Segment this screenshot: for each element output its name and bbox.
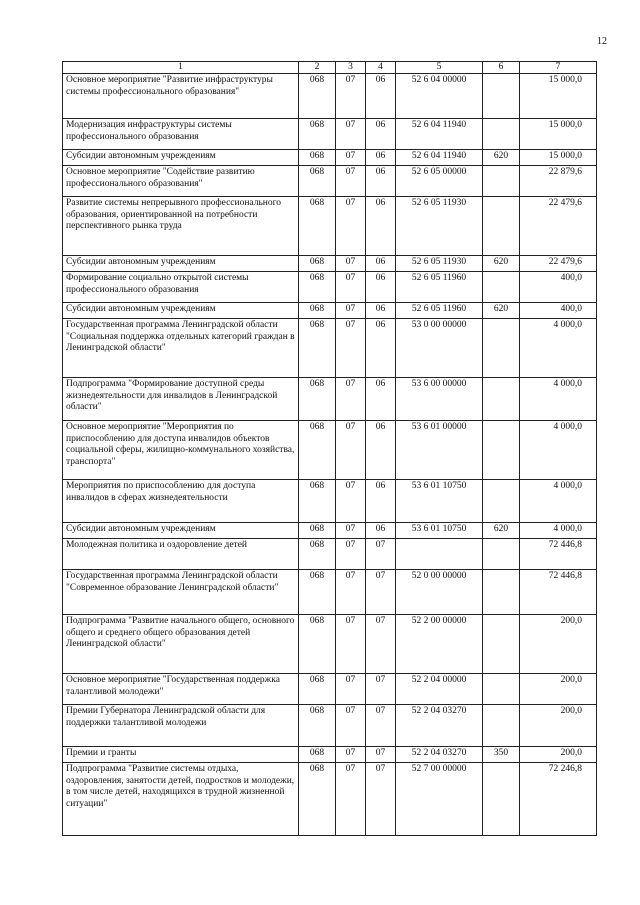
- table-row: [63, 74, 597, 119]
- row-name: Формирование социально открытой системы профессионального образования: [63, 272, 299, 303]
- row-code-type: [483, 421, 520, 480]
- row-code-section: 07: [336, 480, 366, 523]
- row-code-target: 53 6 01 10750: [396, 480, 483, 523]
- page-number: 12: [597, 36, 607, 47]
- row-code-type: [483, 480, 520, 523]
- row-code-type: [483, 319, 520, 378]
- row-name: Основное мероприятие "Государственная поддержка талантливой молодежи": [63, 674, 299, 705]
- row-code-target: 52 6 05 11960: [396, 272, 483, 303]
- row-code-subsection: 06: [366, 119, 396, 150]
- row-code-target: 52 6 04 11940: [396, 119, 483, 150]
- row-name: Основное мероприятие "Развитие инфраструктуры системы профессионального образования": [63, 74, 299, 119]
- row-code-section: 07: [336, 119, 366, 150]
- row-code-subsection: 06: [366, 272, 396, 303]
- table-row: [63, 674, 597, 705]
- row-code-type: [483, 74, 520, 119]
- column-header: 7: [520, 62, 597, 74]
- row-code-section: 07: [336, 319, 366, 378]
- row-name: Молодежная политика и оздоровление детей: [63, 539, 299, 570]
- column-header: 4: [366, 62, 396, 74]
- row-code-subsection: 06: [366, 378, 396, 421]
- row-code-ministry: 068: [299, 421, 336, 480]
- table-row: [63, 150, 597, 166]
- row-code-type: [483, 674, 520, 705]
- row-code-type: [483, 570, 520, 615]
- row-amount: 72 446,8: [520, 570, 597, 615]
- row-code-ministry: 068: [299, 319, 336, 378]
- row-amount: 200,0: [520, 674, 597, 705]
- row-amount: 15 000,0: [520, 119, 597, 150]
- table-row: [63, 523, 597, 539]
- row-code-type: 620: [483, 150, 520, 166]
- row-code-section: 07: [336, 615, 366, 674]
- row-code-ministry: 068: [299, 303, 336, 319]
- row-code-target: 53 6 01 10750: [396, 523, 483, 539]
- row-name: Подпрограмма "Развитие начального общего, основного общего и среднего общего образования детей Ленинградской области": [63, 615, 299, 674]
- row-code-subsection: 06: [366, 319, 396, 378]
- row-code-section: 07: [336, 166, 366, 197]
- row-code-target: [396, 539, 483, 570]
- row-name: Основное мероприятие "Содействие развитию профессионального образования": [63, 166, 299, 197]
- table-row: [63, 747, 597, 763]
- table-row: [63, 705, 597, 747]
- row-code-subsection: 07: [366, 615, 396, 674]
- row-name: Субсидии автономным учреждениям: [63, 256, 299, 272]
- row-name: Развитие системы непрерывного профессионального образования, ориентированной на потребности перспективного рынка труда: [63, 197, 299, 256]
- row-name: Основное мероприятие "Мероприятия по приспособлению для доступа инвалидов объектов социальной сферы, жилищно-коммунального хозяйства, транспорта": [63, 421, 299, 480]
- row-code-ministry: 068: [299, 119, 336, 150]
- row-code-target: 52 6 04 11940: [396, 150, 483, 166]
- table-row: [63, 615, 597, 674]
- row-name: Премии Губернатора Ленинградской области для поддержки талантливой молодежи: [63, 705, 299, 747]
- row-code-ministry: 068: [299, 674, 336, 705]
- row-code-type: 350: [483, 747, 520, 763]
- row-code-section: 07: [336, 272, 366, 303]
- row-code-target: 53 6 00 00000: [396, 378, 483, 421]
- row-amount: 400,0: [520, 272, 597, 303]
- row-name: Подпрограмма "Формирование доступной среды жизнедеятельности для инвалидов в Ленинградской области": [63, 378, 299, 421]
- row-code-ministry: 068: [299, 166, 336, 197]
- row-code-subsection: 06: [366, 303, 396, 319]
- row-code-type: [483, 539, 520, 570]
- row-amount: 4 000,0: [520, 421, 597, 480]
- row-code-ministry: 068: [299, 523, 336, 539]
- row-amount: 22 479,6: [520, 256, 597, 272]
- row-code-section: 07: [336, 150, 366, 166]
- row-code-section: 07: [336, 378, 366, 421]
- row-name: Государственная программа Ленинградской области "Социальная поддержка отдельных категорий граждан в Ленинградской области": [63, 319, 299, 378]
- row-amount: 4 000,0: [520, 523, 597, 539]
- row-name: Субсидии автономным учреждениям: [63, 523, 299, 539]
- row-code-target: 52 6 05 11960: [396, 303, 483, 319]
- row-code-ministry: 068: [299, 615, 336, 674]
- row-code-section: 07: [336, 763, 366, 836]
- row-code-subsection: 07: [366, 570, 396, 615]
- row-code-subsection: 06: [366, 150, 396, 166]
- column-header: 1: [63, 62, 299, 74]
- row-amount: 4 000,0: [520, 319, 597, 378]
- table-row: [63, 197, 597, 256]
- table-row: [63, 319, 597, 378]
- row-code-subsection: 06: [366, 256, 396, 272]
- table-row: [63, 119, 597, 150]
- row-code-type: [483, 763, 520, 836]
- table-row: [63, 480, 597, 523]
- table-row: [63, 272, 597, 303]
- table-row: [63, 763, 597, 836]
- row-code-subsection: 07: [366, 705, 396, 747]
- row-amount: 200,0: [520, 705, 597, 747]
- budget-table: [62, 61, 597, 836]
- row-code-subsection: 07: [366, 747, 396, 763]
- row-code-ministry: 068: [299, 272, 336, 303]
- table-row: [63, 539, 597, 570]
- row-code-ministry: 068: [299, 378, 336, 421]
- row-code-target: 52 2 04 03270: [396, 705, 483, 747]
- row-code-target: 52 6 05 00000: [396, 166, 483, 197]
- column-header: 5: [396, 62, 483, 74]
- row-name: Модернизация инфраструктуры системы профессионального образования: [63, 119, 299, 150]
- row-code-type: 620: [483, 303, 520, 319]
- table-row: [63, 570, 597, 615]
- row-code-type: 620: [483, 523, 520, 539]
- row-amount: 22 879,6: [520, 166, 597, 197]
- row-code-target: 52 7 00 00000: [396, 763, 483, 836]
- row-amount: 200,0: [520, 615, 597, 674]
- row-code-subsection: 06: [366, 74, 396, 119]
- row-code-section: 07: [336, 256, 366, 272]
- row-code-target: 53 6 01 00000: [396, 421, 483, 480]
- row-code-type: [483, 119, 520, 150]
- row-code-subsection: 06: [366, 523, 396, 539]
- row-code-type: [483, 378, 520, 421]
- row-code-section: 07: [336, 421, 366, 480]
- row-amount: 400,0: [520, 303, 597, 319]
- row-code-type: [483, 615, 520, 674]
- row-code-section: 07: [336, 197, 366, 256]
- row-amount: 4 000,0: [520, 378, 597, 421]
- row-code-ministry: 068: [299, 197, 336, 256]
- row-code-target: 52 2 04 03270: [396, 747, 483, 763]
- row-code-type: [483, 166, 520, 197]
- row-code-target: 52 6 04 00000: [396, 74, 483, 119]
- row-code-subsection: 07: [366, 539, 396, 570]
- row-code-ministry: 068: [299, 763, 336, 836]
- row-name: Субсидии автономным учреждениям: [63, 303, 299, 319]
- table-row: [63, 256, 597, 272]
- row-code-section: 07: [336, 523, 366, 539]
- column-header: 2: [299, 62, 336, 74]
- row-code-section: 07: [336, 747, 366, 763]
- row-amount: 72 446,8: [520, 539, 597, 570]
- row-code-ministry: 068: [299, 705, 336, 747]
- row-code-subsection: 07: [366, 763, 396, 836]
- row-code-subsection: 06: [366, 480, 396, 523]
- row-code-ministry: 068: [299, 74, 336, 119]
- row-code-ministry: 068: [299, 150, 336, 166]
- row-code-subsection: 06: [366, 197, 396, 256]
- row-code-target: 52 2 04 00000: [396, 674, 483, 705]
- row-code-subsection: 06: [366, 166, 396, 197]
- row-code-type: [483, 197, 520, 256]
- row-name: Мероприятия по приспособлению для доступа инвалидов в сферах жизнедеятельности: [63, 480, 299, 523]
- row-code-type: [483, 272, 520, 303]
- column-header: 6: [483, 62, 520, 74]
- row-code-target: 52 2 00 00000: [396, 615, 483, 674]
- row-code-ministry: 068: [299, 747, 336, 763]
- row-code-target: 52 6 05 11930: [396, 197, 483, 256]
- row-code-ministry: 068: [299, 539, 336, 570]
- table-row: [63, 378, 597, 421]
- row-amount: 22 479,6: [520, 197, 597, 256]
- row-name: Премии и гранты: [63, 747, 299, 763]
- row-name: Подпрограмма "Развитие системы отдыха, оздоровления, занятости детей, подростков и молодежи, в том числе детей, находящихся в трудной жизненной ситуации": [63, 763, 299, 836]
- row-code-ministry: 068: [299, 256, 336, 272]
- row-amount: 4 000,0: [520, 480, 597, 523]
- table-header-row: [63, 62, 597, 74]
- row-code-target: 52 0 00 00000: [396, 570, 483, 615]
- row-amount: 15 000,0: [520, 150, 597, 166]
- row-code-section: 07: [336, 570, 366, 615]
- row-code-section: 07: [336, 705, 366, 747]
- row-code-subsection: 07: [366, 674, 396, 705]
- row-code-ministry: 068: [299, 570, 336, 615]
- row-amount: 72 246,8: [520, 763, 597, 836]
- table-row: [63, 421, 597, 480]
- row-code-ministry: 068: [299, 480, 336, 523]
- table-row: [63, 166, 597, 197]
- row-name: Субсидии автономным учреждениям: [63, 150, 299, 166]
- row-code-type: [483, 705, 520, 747]
- column-header: 3: [336, 62, 366, 74]
- row-code-section: 07: [336, 74, 366, 119]
- row-code-target: 53 0 00 00000: [396, 319, 483, 378]
- row-amount: 200,0: [520, 747, 597, 763]
- row-code-section: 07: [336, 539, 366, 570]
- row-code-subsection: 06: [366, 421, 396, 480]
- row-amount: 15 000,0: [520, 74, 597, 119]
- table-row: [63, 303, 597, 319]
- row-code-type: 620: [483, 256, 520, 272]
- row-code-section: 07: [336, 674, 366, 705]
- row-code-section: 07: [336, 303, 366, 319]
- row-name: Государственная программа Ленинградской области "Современное образование Ленинградской области": [63, 570, 299, 615]
- row-code-target: 52 6 05 11930: [396, 256, 483, 272]
